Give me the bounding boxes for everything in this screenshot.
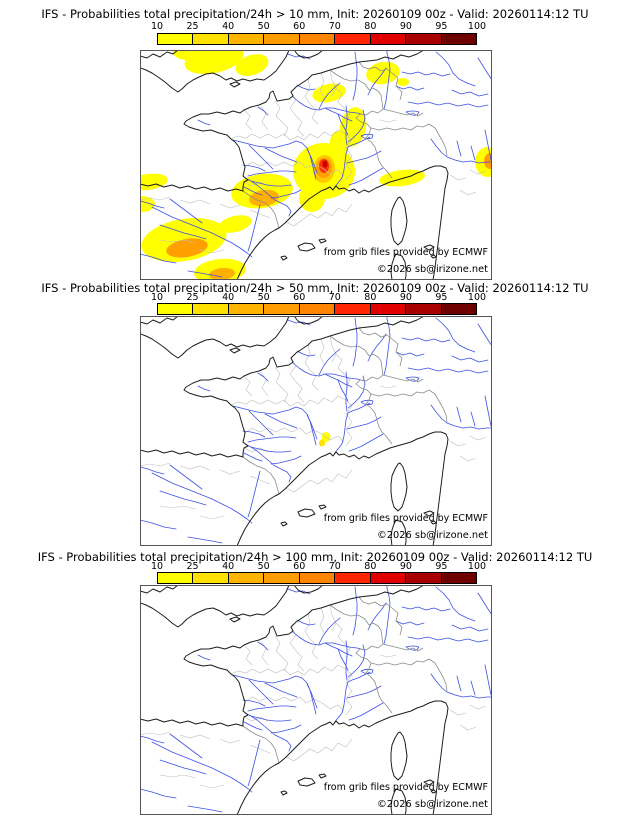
colorbar-tick-label: 100	[467, 21, 487, 32]
colorbar-tick-label: 25	[186, 21, 199, 32]
colorbar-segment	[406, 304, 441, 314]
colorbar-tick-label: 80	[364, 561, 377, 572]
colorbar-segment	[158, 34, 193, 44]
attribution-copyright-text: ©2026 sb@irizone.net	[377, 799, 488, 810]
colorbar-segment	[442, 34, 476, 44]
attribution-source-text: from grib files provided by ECMWF	[323, 247, 488, 258]
attribution-copyright-text: ©2026 sb@irizone.net	[377, 264, 488, 275]
colorbar-segment	[371, 573, 406, 583]
precip-probability-blob	[299, 184, 325, 212]
attribution-source-text: from grib files provided by ECMWF	[323, 513, 488, 524]
attribution-copyright-text: ©2026 sb@irizone.net	[377, 530, 488, 541]
panel-1-colorbar-ticks	[150, 21, 487, 32]
colorbar-segment	[229, 304, 264, 314]
panel-3-colorbar-ticks	[150, 561, 487, 572]
colorbar-tick-label: 40	[222, 561, 235, 572]
colorbar-tick-label: 25	[186, 292, 199, 303]
colorbar-tick-label: 60	[293, 292, 306, 303]
colorbar-tick-label: 90	[399, 21, 412, 32]
colorbar-segment	[264, 573, 299, 583]
colorbar-tick-label: 70	[328, 561, 341, 572]
colorbar-tick-label: 40	[222, 292, 235, 303]
colorbar-tick-label: 50	[257, 292, 270, 303]
colorbar-segment	[158, 304, 193, 314]
colorbar-segment	[229, 34, 264, 44]
colorbar-segment	[264, 34, 299, 44]
colorbar-segment	[300, 304, 335, 314]
colorbar-segment	[371, 304, 406, 314]
colorbar-tick-label: 95	[435, 561, 448, 572]
colorbar-segment	[335, 573, 370, 583]
precip-probability-blob	[140, 171, 169, 192]
precip-probability-blob	[378, 167, 426, 188]
colorbar-segment	[442, 573, 476, 583]
panel-3-title: IFS - Probabilities total precipitation/24h > 100 mm, Init: 20260109 00z - Valid: 20260114:12 TU	[37, 550, 593, 564]
colorbar-tick-label: 90	[399, 292, 412, 303]
colorbar-segment	[158, 573, 193, 583]
colorbar-tick-label: 100	[467, 292, 487, 303]
colorbar-tick-label: 100	[467, 561, 487, 572]
panel-1-colorbar	[157, 33, 477, 45]
colorbar-segment	[193, 34, 228, 44]
colorbar-segment	[193, 573, 228, 583]
colorbar-tick-label: 95	[435, 21, 448, 32]
colorbar-segment	[300, 34, 335, 44]
panel-2-colorbar	[157, 303, 477, 315]
panel-1-map	[140, 50, 492, 280]
colorbar-tick-label: 50	[257, 561, 270, 572]
colorbar-tick-label: 70	[328, 292, 341, 303]
panel-3-map	[140, 585, 492, 815]
panel-2-colorbar-ticks	[150, 292, 487, 303]
colorbar-tick-label: 80	[364, 21, 377, 32]
colorbar-tick-label: 50	[257, 21, 270, 32]
colorbar-segment	[264, 304, 299, 314]
colorbar-tick-label: 10	[150, 292, 164, 303]
attribution-source-text: from grib files provided by ECMWF	[323, 782, 488, 793]
colorbar-tick-label: 80	[364, 292, 377, 303]
colorbar-tick-label: 70	[328, 21, 341, 32]
colorbar-segment	[229, 573, 264, 583]
colorbar-segment	[335, 304, 370, 314]
panel-2-map	[140, 316, 492, 546]
colorbar-segment	[406, 573, 441, 583]
colorbar-segment	[371, 34, 406, 44]
colorbar-segment	[193, 304, 228, 314]
precip-probability-blob	[397, 78, 409, 86]
precip-probability-blob	[319, 440, 325, 447]
colorbar-tick-label: 10	[150, 561, 164, 572]
precip-probability-blob	[323, 161, 328, 168]
colorbar-segment	[335, 34, 370, 44]
panel-2-title: IFS - Probabilities total precipitation/24h > 50 mm, Init: 20260109 00z - Valid: 20260114:12 TU	[41, 281, 589, 295]
panel-1-title: IFS - Probabilities total precipitation/24h > 10 mm, Init: 20260109 00z - Valid: 20260114:12 TU	[41, 7, 589, 21]
colorbar-tick-label: 25	[186, 561, 199, 572]
colorbar-segment	[442, 304, 476, 314]
colorbar-tick-label: 60	[293, 21, 306, 32]
colorbar-tick-label: 40	[222, 21, 235, 32]
colorbar-tick-label: 60	[293, 561, 306, 572]
colorbar-segment	[406, 34, 441, 44]
colorbar-tick-label: 95	[435, 292, 448, 303]
panel-3-colorbar	[157, 572, 477, 584]
colorbar-segment	[300, 573, 335, 583]
colorbar-tick-label: 90	[399, 561, 412, 572]
colorbar-tick-label: 10	[150, 21, 164, 32]
